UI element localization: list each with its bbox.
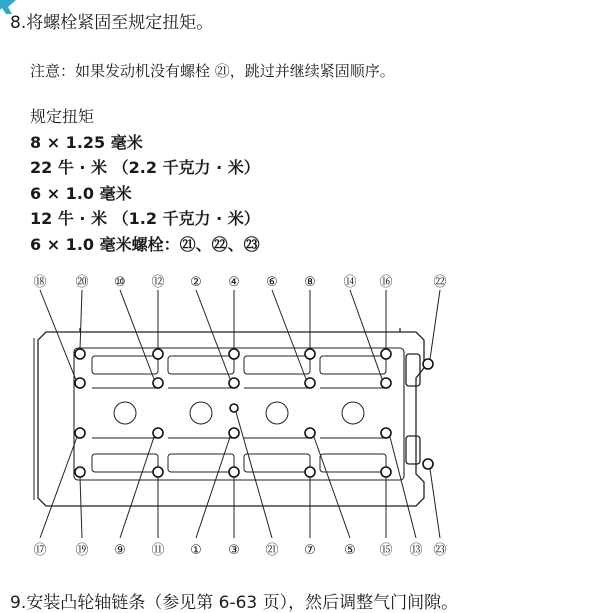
label-2: ② [190, 275, 202, 290]
label-21: ㉑ [265, 543, 279, 558]
label-22: ㉒ [433, 275, 447, 290]
torque-spec [30, 104, 260, 257]
label-11: ⑪ [151, 543, 165, 558]
label-1: ① [190, 543, 202, 558]
label-19: ⑲ [75, 543, 89, 558]
bolt-sequence-diagram [20, 268, 460, 568]
step-8-title: 8.将螺栓紧固至规定扭矩。 [10, 13, 214, 33]
spec-line-5: 6 × 1.0 毫米螺栓：㉑、㉒、㉓ [30, 234, 260, 254]
step-8-note: 注意：如果发动机没有螺栓 ㉑，跳过并继续紧固顺序。 [30, 62, 395, 80]
label-10: ⑩ [114, 275, 126, 290]
label-6: ⑥ [266, 275, 278, 290]
label-14: ⑭ [343, 275, 357, 290]
label-15: ⑮ [379, 543, 393, 558]
spec-line-4: 12 牛 · 米 （1.2 千克力 · 米） [30, 209, 260, 228]
step-9-title: 9.安装凸轮轴链条（参见第 6-63 页），然后调整气门间隙。 [10, 593, 459, 613]
spec-line-3: 6 × 1.0 毫米 [30, 183, 132, 203]
leader-lines [40, 290, 440, 538]
spec-line-2: 22 牛 · 米 （2.2 千克力 · 米） [30, 158, 260, 177]
bolts [75, 349, 433, 477]
spec-header: 规定扭矩 [30, 107, 95, 126]
label-5: ⑤ [344, 543, 356, 558]
label-12: ⑫ [151, 275, 165, 290]
label-23: ㉓ [433, 543, 447, 558]
label-17: ⑰ [33, 543, 47, 558]
label-20: ⑳ [75, 275, 89, 290]
label-9: ⑨ [114, 543, 126, 558]
label-4: ④ [228, 275, 240, 290]
spec-line-1: 8 × 1.25 毫米 [30, 132, 143, 152]
label-8: ⑧ [304, 275, 316, 290]
label-18: ⑱ [33, 275, 47, 290]
label-13: ⑬ [409, 543, 423, 558]
label-3: ③ [228, 543, 240, 558]
label-16: ⑯ [379, 275, 393, 290]
label-7: ⑦ [304, 543, 316, 558]
